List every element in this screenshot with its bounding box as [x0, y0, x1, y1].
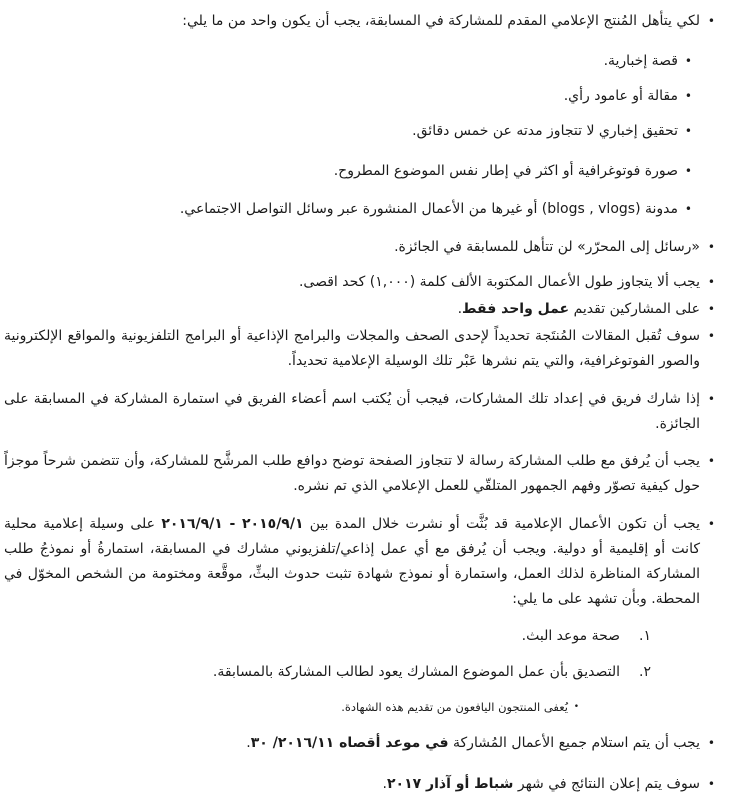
text-run: «رسائل إلى المحرّر» لن تتأهل للمسابقة في الجائزة.	[394, 239, 700, 255]
list-item	[4, 512, 715, 612]
bold-date-range: ٢٠١٥/٩/١ - ٢٠١٦/٩/١	[161, 516, 304, 532]
text-run: يجب ألا يتجاوز طول الأعمال المكتوبة الألف كلمة (١,٠٠٠) كحد اقصى.	[298, 274, 700, 290]
bullet-icon: •	[707, 517, 715, 531]
text-run: قصة إخبارية.	[603, 53, 678, 69]
text-run: .	[382, 776, 387, 792]
bullet-icon: •	[684, 124, 692, 138]
item-text	[4, 270, 700, 295]
bullet-icon: •	[707, 240, 715, 254]
item-text	[4, 731, 700, 756]
bullet-icon: •	[707, 302, 715, 316]
list-item	[4, 449, 715, 499]
bullet-icon: •	[707, 14, 715, 28]
list-item	[4, 270, 715, 295]
item-text	[4, 119, 678, 144]
text-run: صورة فوتوغرافية أو اكثر في إطار نفس الموضوع المطروح.	[333, 163, 678, 179]
text-run: .	[457, 301, 463, 317]
bullet-icon: •	[707, 392, 715, 406]
list-item	[4, 324, 715, 374]
bullet-icon: •	[707, 329, 715, 343]
bold-deadline-date: ٢٠١٦/١١/ ٣٠	[250, 735, 335, 751]
list-number: ٢.	[639, 664, 651, 680]
item-text	[4, 699, 568, 716]
text-run: تحقيق إخباري لا تتجاوز مدته عن خمس دقائق.	[412, 123, 678, 139]
text-run: التصديق بأن عمل الموضوع المشارك يعود لطالب المشاركة بالمسابقة.	[212, 664, 620, 680]
bullet-icon: •	[707, 454, 715, 468]
list-item	[4, 387, 715, 437]
list-item	[4, 772, 715, 797]
text-run: يجب أن يتم استلام جميع الأعمال المُشاركة	[448, 735, 700, 751]
list-item	[4, 699, 579, 716]
list-item	[4, 297, 715, 322]
item-text	[4, 324, 700, 374]
numbered-list-item	[4, 660, 651, 685]
bold-text-run: شباط أو آذار ٢٠١٧	[386, 776, 514, 792]
text-run: يجب أن تكون الأعمال الإعلامية قد بُثَّت أو نشرت خلال المدة بين	[303, 516, 701, 532]
bullet-icon: •	[684, 89, 692, 103]
bold-text-run: في موعد أقصاه	[334, 735, 449, 751]
bullet-icon: •	[684, 202, 692, 216]
item-text	[4, 9, 700, 34]
bullet-icon: •	[707, 275, 715, 289]
bullet-icon: •	[707, 777, 715, 791]
list-item	[4, 119, 692, 144]
bullet-icon: •	[573, 702, 579, 712]
item-text	[4, 660, 620, 685]
bullet-icon: •	[684, 54, 692, 68]
item-text	[4, 49, 678, 74]
item-text	[4, 624, 620, 649]
text-run: على وسيلة إعلامية محلية كانت أو إقليمية أو دولية. ويجب أن يُرفق مع أي عمل إذاعي/تلفزيوني مشارك في المسابقة، استمارةُ أو نموذجُ طلب المشاركة المناظرة لذلك العمل، واستمارة أو نموذج شهادة تثبت حدوث البثِّ، موقَّعة ومختومة من الشخص المخوّل في المحطة. وبأن تشهد على ما يلي:	[4, 516, 700, 607]
list-item	[4, 197, 692, 222]
text-run: يجب أن يُرفق مع طلب المشاركة رسالة لا تتجاوز الصفحة توضح دوافع طلب المرشَّح للمشاركة، وأن تتضمن شرحاً موجزاً حول كيفية تصوّر وفهم الجمهور المتلقّي للعمل الإعلامي الذي تم نشره.	[4, 453, 700, 494]
text-run: يُعفى المنتجون اليافعون من تقديم هذه الشهادة.	[341, 700, 568, 714]
item-text	[4, 197, 678, 222]
bullet-icon: •	[707, 736, 715, 750]
text-run: على المشاركين تقديم	[569, 301, 700, 317]
list-item	[4, 159, 692, 184]
list-item	[4, 9, 715, 34]
item-text	[4, 84, 678, 109]
bullet-icon: •	[684, 164, 692, 178]
list-number: ١.	[639, 628, 651, 644]
text-run: سوف يتم إعلان النتائج في شهر	[513, 776, 700, 792]
item-text	[4, 512, 700, 612]
text-run: مقالة أو عامود رأي.	[563, 88, 678, 104]
text-run: مدونة (blogs , vlogs) أو غيرها من الأعمال المنشورة عبر وسائل التواصل الاجتماعي.	[179, 201, 678, 217]
text-run: إذا شارك فريق في إعداد تلك المشاركات، فيجب أن يُكتب اسم أعضاء الفريق في استمارة المشاركة في المسابقة على الجائزة.	[4, 391, 700, 432]
text-run: سوف تُقبل المقالات المُنتَجة تحديداً لإحدى الصحف والمجلات والبرامج الإذاعية أو البرامج التلفزيونية والمواقع الإلكترونية والصور الفوتوغرافية، والتي يتم نشرها عَبْر تلك الوسيلة الإعلامية تحديداً.	[4, 328, 700, 369]
list-item	[4, 84, 692, 109]
item-text	[4, 772, 700, 797]
numbered-list-item	[4, 624, 651, 649]
list-item	[4, 731, 715, 756]
text-run: .	[246, 735, 251, 751]
item-text	[4, 235, 700, 260]
text-run: صحة موعد البث.	[521, 628, 620, 644]
item-text	[4, 449, 700, 499]
item-text	[4, 297, 700, 322]
list-item	[4, 49, 692, 74]
item-text	[4, 387, 700, 437]
item-text	[4, 159, 678, 184]
list-item	[4, 235, 715, 260]
text-run: لكي يتأهل المُنتج الإعلامي المقدم للمشاركة في المسابقة، يجب أن يكون واحد من ما يلي:	[182, 13, 700, 29]
bold-text-run: عمل واحد فقط	[462, 301, 570, 317]
